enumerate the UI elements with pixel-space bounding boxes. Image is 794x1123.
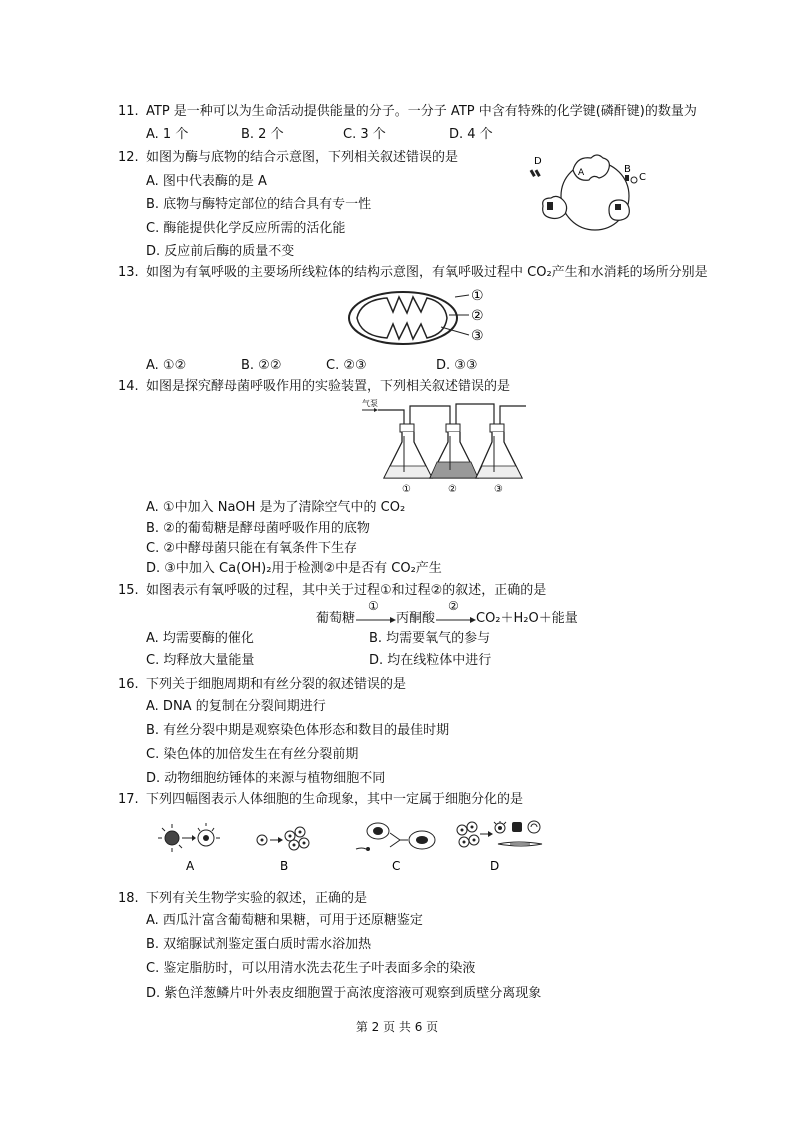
enzyme-substrate-diagram	[525, 148, 665, 238]
option-a: A. 1 个	[146, 127, 189, 142]
question-16-option-c: C. 染色体的加倍发生在有丝分裂前期	[146, 747, 359, 762]
question-14-stem	[118, 378, 510, 396]
arrow-1-icon	[356, 617, 396, 623]
question-16-option-a: A. DNA 的复制在分裂间期进行	[146, 699, 326, 714]
question-text: 下列四幅图表示人体细胞的生命现象，其中一定属于细胞分化的是	[146, 792, 524, 807]
question-12-option-d: D. 反应前后酶的质量不变	[146, 244, 295, 259]
option-d: D. 4 个	[449, 127, 493, 142]
question-17-stem	[118, 791, 523, 809]
products: CO₂＋H₂O＋能量	[476, 611, 578, 626]
respiration-equation	[316, 600, 576, 628]
question-12-stem	[118, 149, 458, 167]
flask-3	[476, 424, 522, 478]
question-number: 15.	[118, 583, 139, 598]
question-12-option-b: B. 底物与酶特定部位的结合具有专一性	[146, 197, 372, 212]
products-bc-icon	[625, 175, 637, 183]
air-pump-label: 气泵	[362, 399, 378, 408]
label-2: ②	[448, 484, 457, 495]
question-text: 下列有关生物学实验的叙述，正确的是	[146, 891, 368, 906]
enzyme-substrate-complex-left	[543, 196, 567, 218]
step-1-label: ①	[368, 599, 379, 613]
question-text: 如图是探究酵母菌呼吸作用的实验装置，下列相关叙述错误的是	[146, 379, 511, 394]
option-b: B. 均需要氧气的参与	[369, 631, 491, 646]
figure-a-cell-apoptosis	[158, 823, 220, 852]
cell-phenomena-figures	[150, 818, 550, 876]
question-14-option-a: A. ①中加入 NaOH 是为了清除空气中的 CO₂	[146, 500, 406, 515]
figure-c-fertilization	[356, 823, 435, 851]
figure-b-cell-division	[257, 827, 309, 850]
option-c: C. ②③	[326, 358, 367, 373]
question-number: 11.	[118, 104, 139, 119]
label-3: ③	[494, 484, 503, 495]
question-12-option-c: C. 酶能提供化学反应所需的活化能	[146, 221, 346, 236]
label-d: D	[534, 156, 542, 167]
label-b: B	[280, 859, 289, 873]
option-d: D. 均在线粒体中进行	[369, 653, 492, 668]
question-14-option-d: D. ③中加入 Ca(OH)₂用于检测②中是否有 CO₂产生	[146, 561, 442, 576]
question-number: 18.	[118, 891, 139, 906]
label-a: A	[186, 859, 195, 873]
option-d: D. ③③	[436, 358, 478, 373]
label-d: D	[490, 859, 500, 873]
label-a: A	[578, 168, 585, 178]
arrow-2-icon	[436, 617, 476, 623]
intermediate-pyruvate: 丙酮酸	[396, 611, 436, 626]
question-12-option-a: A. 图中代表酶的是 A	[146, 174, 267, 189]
question-15-stem	[118, 582, 546, 600]
question-18-option-d: D. 紫色洋葱鳞片叶外表皮细胞置于高浓度溶液可观察到质壁分离现象	[146, 986, 542, 1001]
flask-2	[430, 424, 478, 478]
question-18-option-b: B. 双缩脲试剂鉴定蛋白质时需水浴加热	[146, 937, 372, 952]
substrate-d-icon	[530, 169, 541, 177]
question-text: 如图为酶与底物的结合示意图，下列相关叙述错误的是	[146, 150, 459, 165]
label-b: B	[624, 164, 631, 175]
question-18-stem	[118, 890, 367, 908]
option-c: C. 均释放大量能量	[146, 653, 255, 668]
mitochondrion-diagram	[345, 285, 495, 350]
question-number: 17.	[118, 792, 139, 807]
question-16-option-b: B. 有丝分裂中期是观察染色体形态和数目的最佳时期	[146, 723, 450, 738]
label-1: ①	[471, 288, 484, 304]
figure-d-cell-differentiation	[457, 821, 542, 847]
option-b: B. ②②	[241, 358, 282, 373]
yeast-respiration-apparatus	[360, 396, 530, 496]
flask-1	[384, 424, 432, 478]
enzyme-substrate-complex-right	[609, 200, 629, 220]
option-b: B. 2 个	[241, 127, 284, 142]
label-2: ②	[471, 308, 484, 324]
question-16-stem	[118, 676, 406, 694]
reactant-glucose: 葡萄糖	[316, 611, 356, 626]
question-18-option-a: A. 西瓜汁富含葡萄糖和果糖，可用于还原糖鉴定	[146, 913, 423, 928]
label-1: ①	[402, 484, 411, 495]
question-11-stem	[118, 103, 697, 121]
option-c: C. 3 个	[343, 127, 386, 142]
inner-membrane-cristae	[357, 297, 447, 339]
question-number: 13.	[118, 265, 139, 280]
question-number: 12.	[118, 150, 139, 165]
page-footer: 第 2 页 共 6 页	[355, 1020, 439, 1034]
question-number: 16.	[118, 677, 139, 692]
option-a: A. ①②	[146, 358, 187, 373]
question-14-option-c: C. ②中酵母菌只能在有氧条件下生存	[146, 541, 357, 556]
step-2-label: ②	[448, 599, 459, 613]
option-a: A. 均需要酶的催化	[146, 631, 254, 646]
question-14-option-b: B. ②的葡萄糖是酵母菌呼吸作用的底物	[146, 521, 370, 536]
question-text: 如图表示有氧呼吸的过程，其中关于过程①和过程②的叙述，正确的是	[146, 583, 547, 598]
label-c: C	[392, 859, 401, 873]
question-13-stem	[118, 264, 708, 282]
question-18-option-c: C. 鉴定脂肪时，可以用清水洗去花生子叶表面多余的染液	[146, 961, 476, 976]
question-text: 下列关于细胞周期和有丝分裂的叙述错误的是	[146, 677, 407, 692]
question-16-option-d: D. 动物细胞纺锤体的来源与植物细胞不同	[146, 771, 386, 786]
question-number: 14.	[118, 379, 139, 394]
question-text: 如图为有氧呼吸的主要场所线粒体的结构示意图，有氧呼吸过程中 CO₂产生和水消耗的场所分别是	[146, 265, 708, 280]
question-text: ATP 是一种可以为生命活动提供能量的分子。一分子 ATP 中含有特殊的化学键(磷酐键)的数量为	[146, 104, 697, 119]
label-c: C	[639, 172, 646, 183]
label-3: ③	[471, 328, 484, 344]
